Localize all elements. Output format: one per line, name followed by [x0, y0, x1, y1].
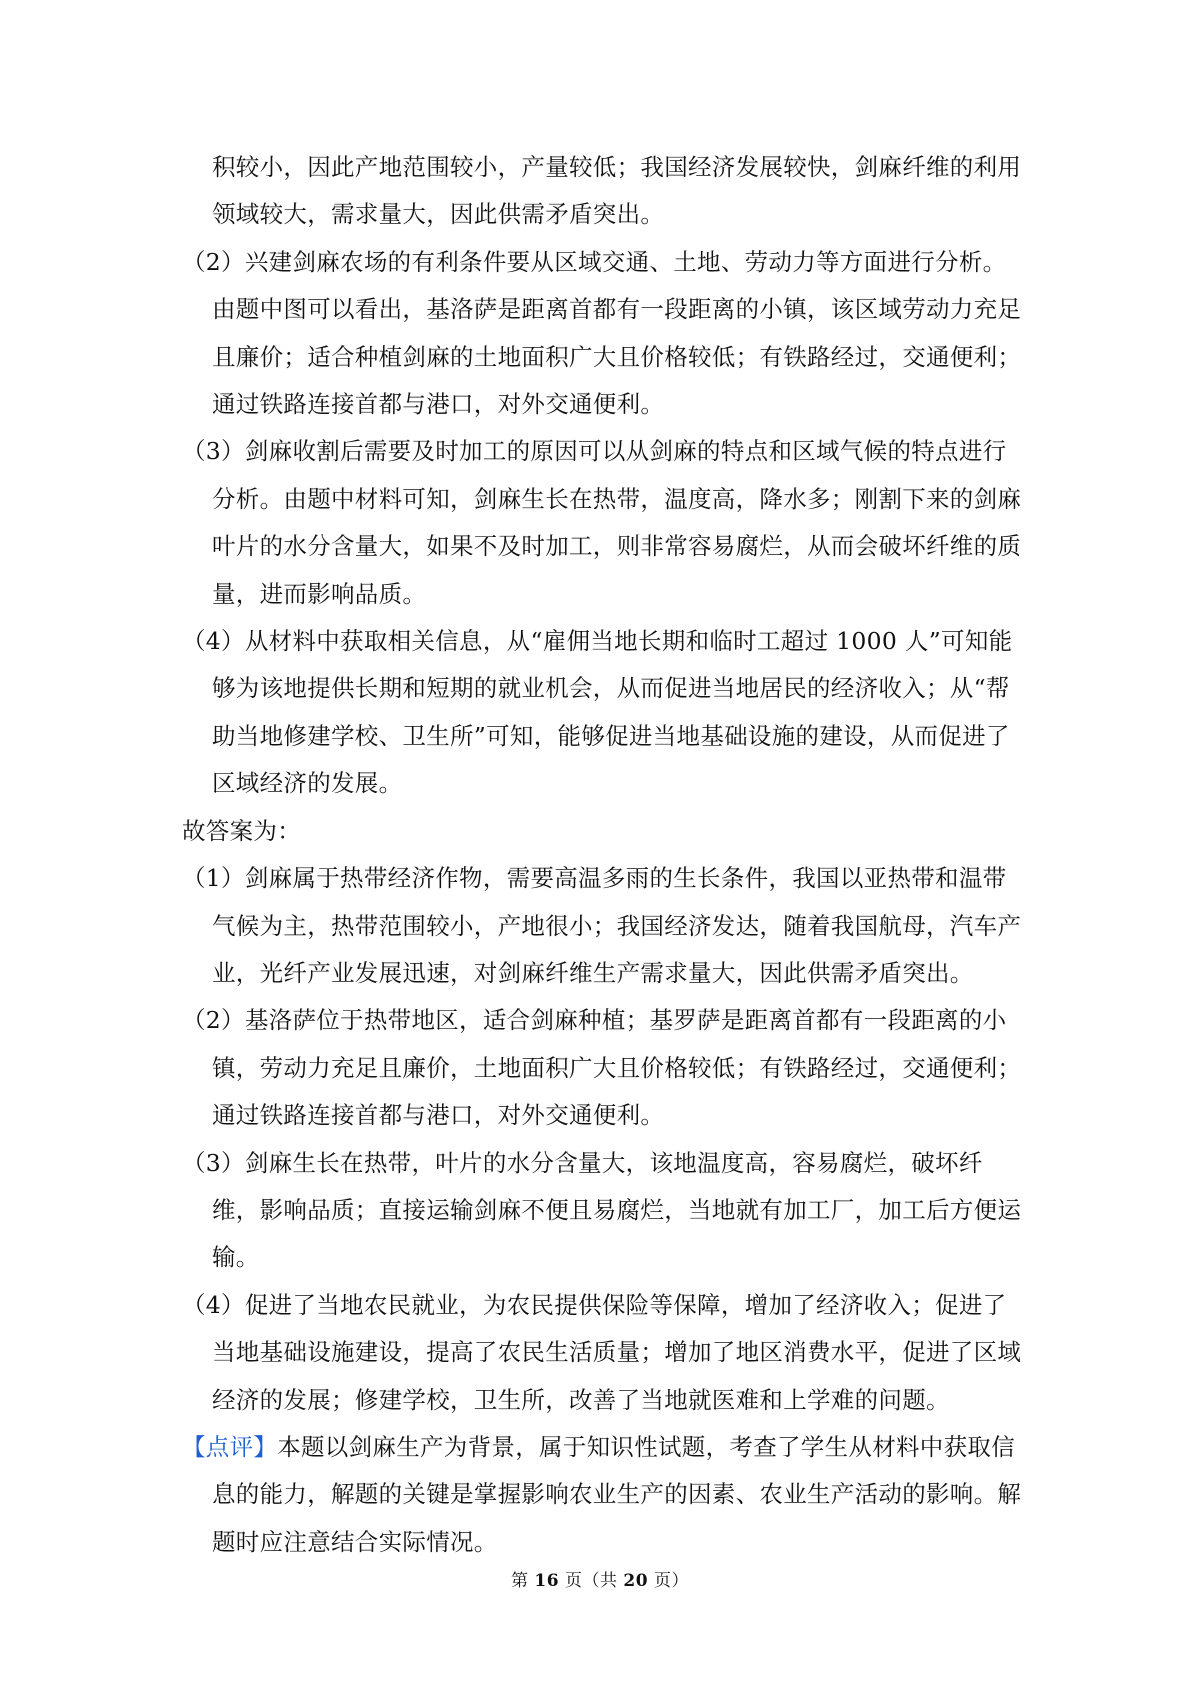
comment-label: 【点评】 [182, 1432, 278, 1461]
comment-paragraph [182, 1424, 1028, 1566]
item-number: （2） [182, 247, 245, 276]
answer-item-3 [182, 1140, 1028, 1282]
item-number: （2） [182, 1006, 245, 1035]
footer-suffix: 页） [648, 1571, 689, 1591]
footer-page-number: 16 [534, 1571, 560, 1591]
explanation-item-3 [182, 428, 1028, 618]
document-body [182, 144, 1028, 1566]
page-footer [0, 1566, 1200, 1591]
item-number: （4） [182, 627, 245, 656]
item-number: （3） [182, 437, 245, 466]
item-text: 剑麻收割后需要及时加工的原因可以从剑麻的特点和区域气候的特点进行分析。由题中材料可知，剑麻生长在热带，温度高，降水多；刚割下来的剑麻叶片的水分含量大，如果不及时加工，则非常容易腐烂，从而会破坏纤维的质量，进而影响品质。 [212, 437, 1022, 608]
explanation-item-4 [182, 618, 1028, 808]
item-number: （1） [182, 864, 245, 893]
answer-item-1 [182, 855, 1028, 997]
comment-text: 本题以剑麻生产为背景，属于知识性试题，考查了学生从材料中获取信息的能力，解题的关键是掌握影响农业生产的因素、农业生产活动的影响。解题时应注意结合实际情况。 [212, 1432, 1022, 1556]
item-text: 剑麻生长在热带，叶片的水分含量大，该地温度高，容易腐烂，破坏纤维，影响品质；直接运输剑麻不便且易腐烂，当地就有加工厂，加工后方便运输。 [212, 1148, 1022, 1272]
footer-middle: 页（共 [559, 1571, 624, 1591]
answer-heading: 故答案为： [182, 816, 301, 845]
item-text: 促进了当地农民就业，为农民提供保险等保障，增加了经济收入；促进了当地基础设施建设，提高了农民生活质量；增加了地区消费水平，促进了区域经济的发展；修建学校，卫生所，改善了当地就医难和上学难的问题。 [212, 1290, 1022, 1414]
footer-total-pages: 20 [623, 1571, 649, 1591]
answer-item-2 [182, 997, 1028, 1139]
item-text: 兴建剑麻农场的有利条件要从区域交通、土地、劳动力等方面进行分析。由题中图可以看出，基洛萨是距离首都有一段距离的小镇，该区域劳动力充足且廉价；适合种植剑麻的土地面积广大且价格较低；有铁路经过，交通便利；通过铁路连接首都与港口，对外交通便利。 [212, 247, 1022, 419]
footer-prefix: 第 [511, 1571, 535, 1591]
item-text: 基洛萨位于热带地区，适合剑麻种植；基罗萨是距离首都有一段距离的小镇，劳动力充足且廉价，土地面积广大且价格较低；有铁路经过，交通便利；通过铁路连接首都与港口，对外交通便利。 [212, 1006, 1022, 1130]
item-text: 从材料中获取相关信息，从“雇佣当地长期和临时工超过 1000 人”可知能够为该地提供长期和短期的就业机会，从而促进当地居民的经济收入；从“帮助当地修建学校、卫生所”可知，能够促进当地基础设施的建设，从而促进了区域经济的发展。 [212, 627, 1013, 798]
answer-item-4 [182, 1282, 1028, 1424]
explanation-continuation: 积较小，因此产地范围较小，产量较低；我国经济发展较快，剑麻纤维的利用领域较大，需求量大，因此供需矛盾突出。 [212, 153, 1022, 229]
item-text: 剑麻属于热带经济作物，需要高温多雨的生长条件，我国以亚热带和温带气候为主，热带范围较小，产地很小；我国经济发达，随着我国航母，汽车产业，光纤产业发展迅速，对剑麻纤维生产需求量大，因此供需矛盾突出。 [212, 864, 1022, 987]
item-number: （4） [182, 1290, 245, 1319]
item-number: （3） [182, 1148, 245, 1177]
explanation-item-2 [182, 239, 1028, 429]
